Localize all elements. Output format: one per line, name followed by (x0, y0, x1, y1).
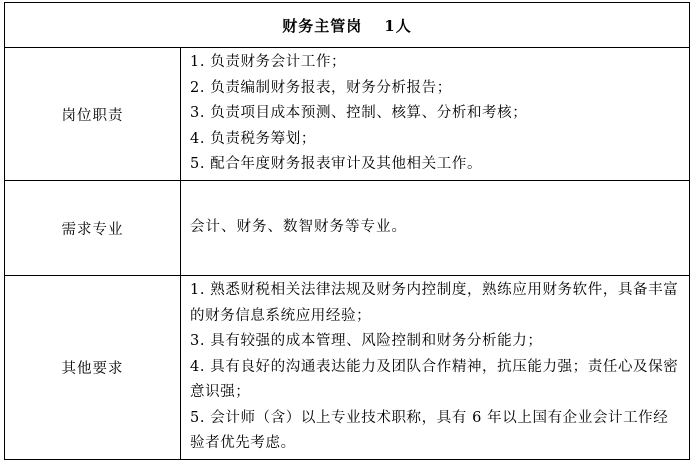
other-requirements-row (5, 276, 690, 460)
position-name: 财务主管岗 (282, 16, 363, 35)
requirement-item: 4. 具有良好的沟通表达能力及团队合作精神，抗压能力强；责任心及保密意识强； (190, 358, 679, 400)
duty-item: 2. 负责编制财务报表，财务分析报告； (190, 79, 452, 96)
major-content (181, 181, 690, 276)
job-requirements-table (4, 2, 690, 460)
other-requirements-content (181, 276, 690, 460)
duty-item: 5. 配合年度财务报表审计及其他相关工作。 (190, 156, 483, 173)
requirement-item: 1. 熟悉财税相关法律法规及财务内控制度，熟练应用财务软件，具备丰富的财务信息系统应用经验； (190, 282, 679, 324)
duties-content (181, 48, 690, 181)
duties-label: 岗位职责 (5, 48, 181, 181)
requirement-item: 3. 具有较强的成本管理、风险控制和财务分析能力； (190, 333, 543, 349)
major-label: 需求专业 (5, 181, 181, 276)
requirement-item: 5. 会计师（含）以上专业技术职称，具有 6 年以上国有企业会计工作经验者优先考虑。 (190, 409, 669, 451)
duties-row (5, 48, 690, 181)
other-requirements-label: 其他要求 (5, 276, 181, 460)
position-count: 1人 (384, 16, 412, 35)
table-header-row (5, 3, 690, 48)
duty-item: 4. 负责税务筹划； (190, 130, 316, 147)
duty-item: 1. 负责财务会计工作； (190, 54, 347, 71)
major-text: 会计、财务、数智财务等专业。 (190, 219, 407, 236)
job-title-cell (5, 3, 690, 48)
major-row (5, 181, 690, 276)
duty-item: 3. 负责项目成本预测、控制、核算、分析和考核； (190, 105, 528, 122)
